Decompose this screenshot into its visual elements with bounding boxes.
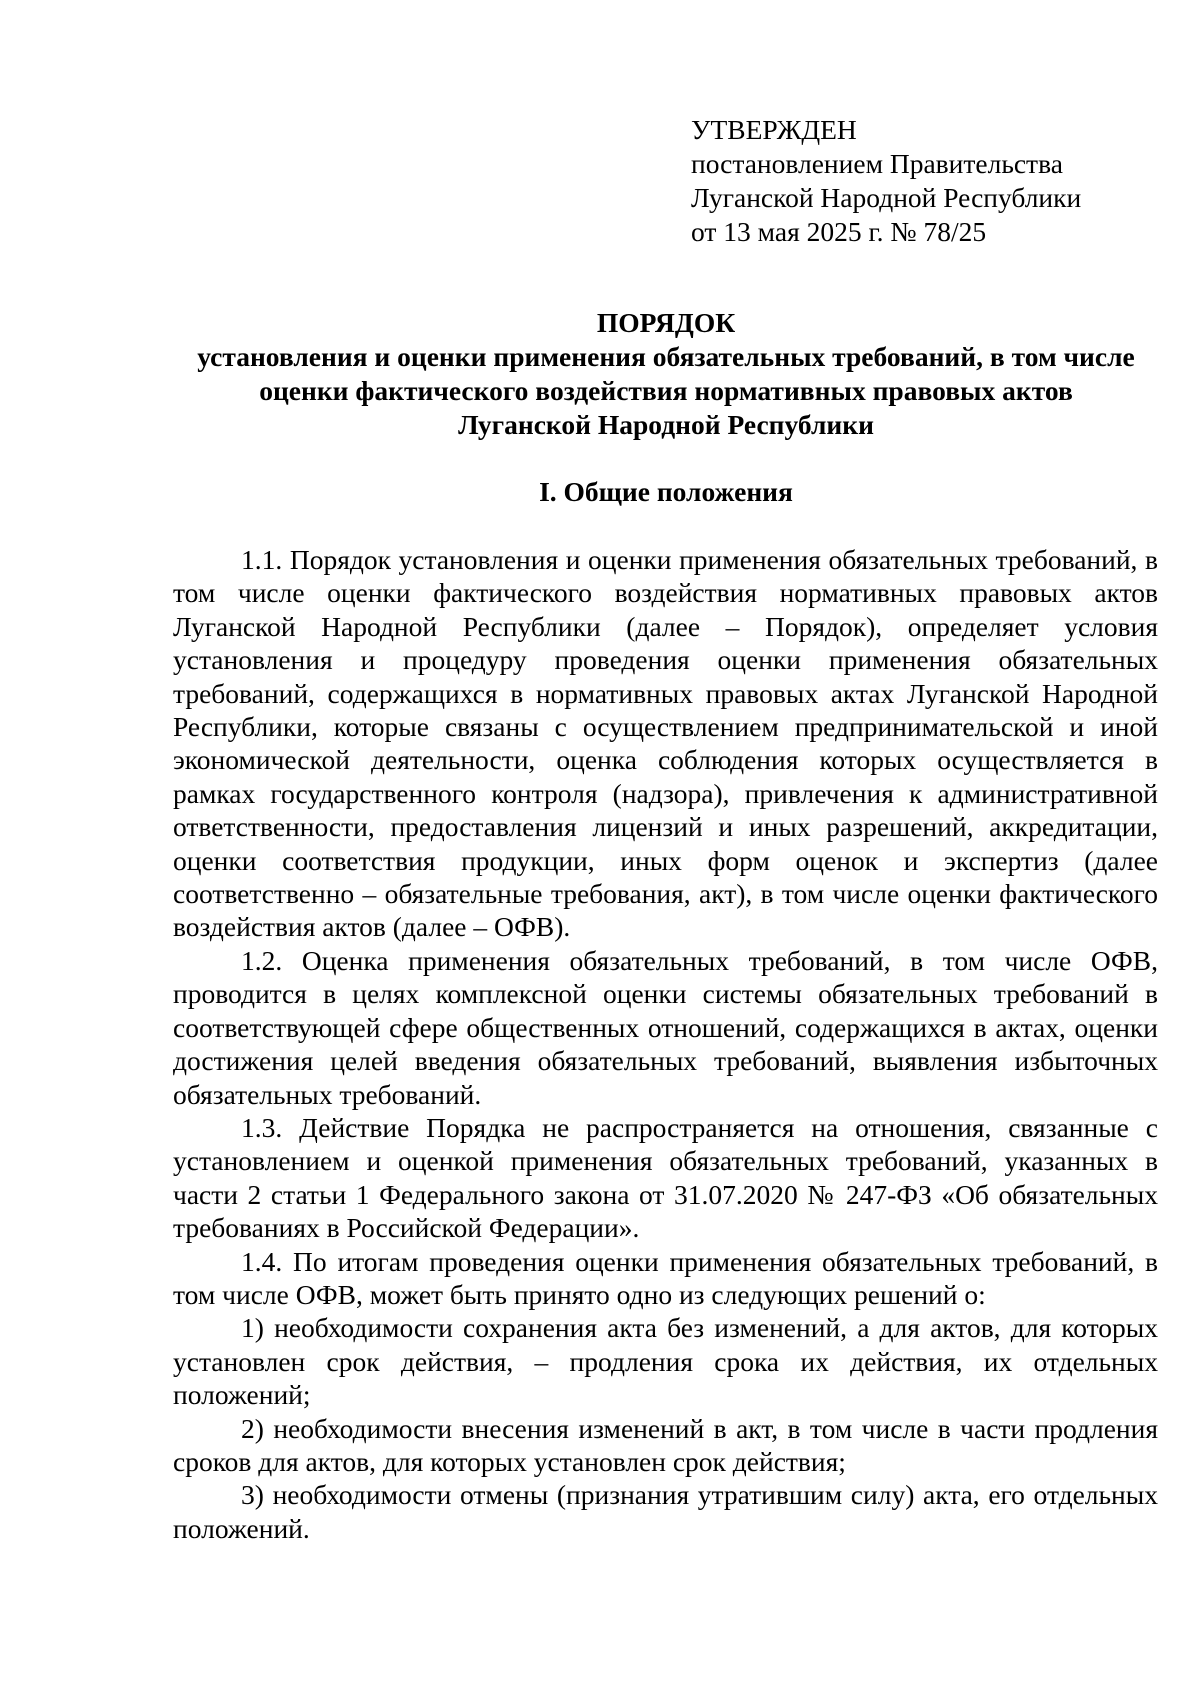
approval-republic: Луганской Народной Республики xyxy=(691,182,1082,213)
title-line-1: ПОРЯДОК xyxy=(596,307,736,338)
document-body xyxy=(173,543,1158,1545)
paragraph-1-4: 1.4. По итогам проведения оценки применения обязательных требований, в том числе ОФВ, может быть принято одно из следующих решений о: xyxy=(173,1245,1158,1310)
approval-resolution: постановлением Правительства xyxy=(691,148,1063,179)
title-line-2: установления и оценки применения обязательных требований, в том числе xyxy=(197,341,1135,372)
list-item-3: 3) необходимости отмены (признания утратившим силу) акта, его отдельных положений. xyxy=(173,1479,1158,1544)
list-item-2: 2) необходимости внесения изменений в акт, в том числе в части продления сроков для актов, для которых установлен срок действия; xyxy=(173,1412,1158,1477)
approval-stamp xyxy=(691,113,1171,249)
paragraph-1-1: 1.1. Порядок установления и оценки применения обязательных требований, в том числе оценки фактического воздействия нормативных правовых актов Луганской Народной Республики (далее – Порядок), определяет условия установления и процедуру проведения оценки применения обязательных требований, содержащихся в нормативных правовых актах Луганской Народной Республики, которые связаны с осуществлением предпринимательской и иной экономической деятельности, оценка соблюдения которых осуществляется в рамках государственного контроля (надзора), привлечения к административной ответственности, предоставления лицензий и иных разрешений, аккредитации, оценки соответствия продукции, иных форм оценок и экспертиз (далее соответственно – обязательные требования, акт), в том числе оценки фактического воздействия актов (далее – ОФВ). xyxy=(173,544,1158,943)
list-item-1: 1) необходимости сохранения акта без изменений, а для актов, для которых установлен срок действия, – продления срока их действия, их отдельных положений; xyxy=(173,1312,1158,1411)
approval-date-number: от 13 мая 2025 г. № 78/25 xyxy=(691,216,987,247)
paragraph-1-2: 1.2. Оценка применения обязательных требований, в том числе ОФВ, проводится в целях комплексной оценки системы обязательных требований в соответствующей сфере общественных отношений, содержащихся в актах, оценки достижения целей введения обязательных требований, выявления избыточных обязательных требований. xyxy=(173,944,1158,1110)
document-title xyxy=(160,306,1172,442)
title-line-4: Луганской Народной Республики xyxy=(458,409,874,440)
section-heading: I. Общие положения xyxy=(539,476,793,507)
title-line-3: оценки фактического воздействия нормативных правовых актов xyxy=(259,375,1073,406)
paragraph-1-3: 1.3. Действие Порядка не распространяется на отношения, связанные с установлением и оценкой применения обязательных требований, указанных в части 2 статьи 1 Федерального закона от 31.07.2020 № 247-ФЗ «Об обязательных требованиях в Российской Федерации». xyxy=(173,1111,1158,1244)
approval-heading: УТВЕРЖДЕН xyxy=(691,114,857,145)
